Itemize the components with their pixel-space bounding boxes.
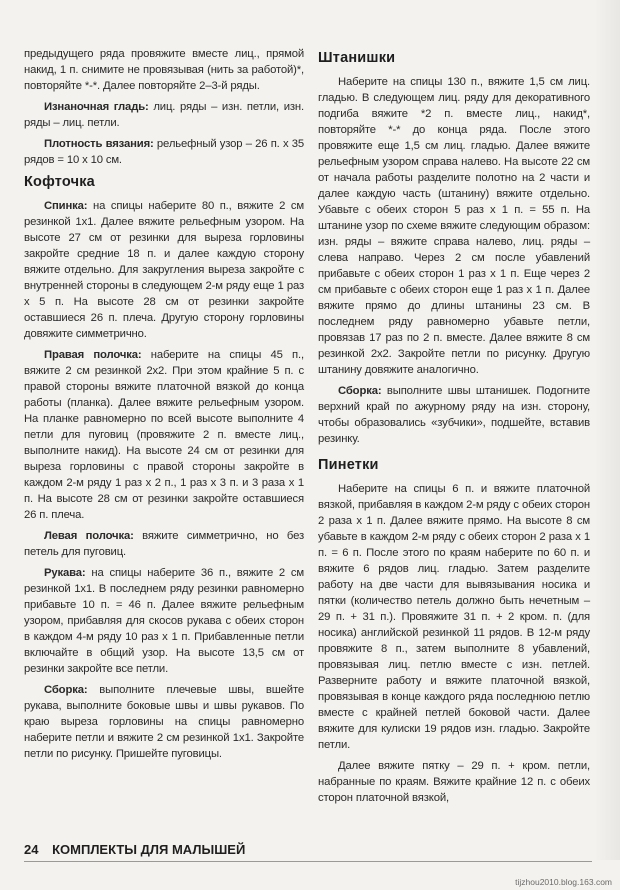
intro-paragraph: предыдущего ряда провяжите вместе лиц., прямой накид, 1 п. снимите не провязывая (нить за работой)*, повторяйте *-*. Далее повторяйте 2–3-й ряды. [24,48,304,92]
page-footer [24,842,245,857]
gauge-paragraph [24,136,304,168]
back-paragraph [24,198,304,342]
right-front-text: наберите на спицы 45 п., вяжите 2 см резинкой 2х2. При этом крайние 5 п. с правой стороны вяжите платочной вязкой до конца работы (планка). Далее вяжите рельефным узором. На планке равномерно по всей высоте выполните 4 петли для пуговиц (провяжите 2 п. вместе лиц., выполните накид). На высоте 24 см от резинки для выреза горловины с правой стороны закройте в каждом 2-м ряду 1 раз х 2 п., 1 раз х 3 п. и 3 раза х 1 п. На высоте 28 см от резинки закройте оставшиеся 26 п. плеча. [24,349,304,521]
booties-heading: Пинетки [318,457,379,473]
left-front-text: вяжите симметрично, но без петель для пуговиц. [24,530,304,558]
gauge-text: рельефный узор – 26 п. х 35 рядов = 10 х 10 см. [24,138,304,166]
right-column [318,44,590,811]
purl-stitch-text: лиц. ряды – изн. петли, изн. ряды – лиц. петли. [24,101,304,129]
booties-paragraph-2: Далее вяжите пятку – 29 п. + кром. петли, набранные по краям. Вяжите крайние 12 п. с обеих сторон платочной вязкой, [318,760,590,804]
left-front-paragraph [24,528,304,560]
purl-stitch-label: Изнаночная гладь: [44,101,149,113]
booties-paragraph-1: Наберите на спицы 6 п. и вяжите платочной вязкой, прибавляя в каждом 2-м ряду с обеих сторон 2 раза х 1 п. Далее вяжите прямо. На высоте 8 см убавьте в каждом 2-м ряду с обеих сторон 2 раза х 1 п. = 6 п. После этого по краям наберите по 60 п. и вяжите 6 рядов лиц. гладью. Затем разделите работу на две части для вывязывания носика и пятки (количество петель должно быть нечетным – 29 п. + 31 п.). Провяжите 31 п. + 2 кром. п. (для носика) английской резинкой 11 рядов. В 12-м ряду провяжите 8 п., затем выполните 8 убавлений, провязывая лиц. петлю вместе с изн. петлей. Разверните работу и вяжите платочной вязкой, провязывая в конце каждого ряда последнюю петлю вместе с крайней петлей боковой части. Далее вяжите для кулиски 19 рядов изн. гладью. Закройте петли. [318,483,590,751]
sleeve-text: на спицы наберите 36 п., вяжите 2 см резинкой 1х1. В последнем ряду резинки равномерно прибавьте 10 п. = 46 п. Далее вяжите рельефным узором, прибавляя для скосов рукава с обеих сторон в каждом 4-м ряду 10 раз х 1 п. Прибавленные петли включайте в общий узор. На высоте 13,5 см от резинки закройте все петли. [24,567,304,675]
assembly-label: Сборка: [44,684,88,696]
pants-paragraph: Наберите на спицы 130 п., вяжите 1,5 см лиц. гладью. В следующем лиц. ряду для декоративного подгиба вяжите *2 п. вместе лиц., накид*, повторяйте *-* до конца ряда. После этого провяжите еще 1,5 см лиц. гладью. Далее вяжите рельефным узором справа налево. На высоте 22 см от начала работы разделите полотно на 2 части и далее каждую часть (штанину) вяжите отдельно. Убавьте с обеих сторон 5 раз х 1 п. = 55 п. На штанине узор по схеме вяжите следующим образом: изн. ряды – вяжите справа налево, лиц. ряды – слева направо. Через 2 см после убавлений прибавьте с обеих сторон 1 раз х 1 п. Еще через 2 см прибавьте с обеих сторон еще 1 раз х 1 п. Далее вяжите прямо до длины штанины 23 см. В последнем ряду равномерно убавьте петли, провязав 17 раз по 2 п. вместе. Далее вяжите 8 см резинкой 2х2. Закройте петли по рисунку. Другую штанину довяжите аналогично. [318,76,590,376]
left-front-label: Левая полочка: [44,530,134,542]
right-front-paragraph [24,347,304,523]
gauge-label: Плотность вязания: [44,138,154,150]
back-text: на спицы наберите 80 п., вяжите 2 см резинкой 1х1. Далее вяжите рельефным узором. На высоте 27 см от резинки для выреза горловины закройте средние 18 п. и далее каждую сторону вяжите отдельно. Для закругления выреза закройте с внутренней стороны в следующем 2-м ряду еще 1 раз х 5 п. На высоте 28 см от резинки закройте оставшиеся 26 п. плеча. Другую сторону горловины довяжите симметрично. [24,200,304,340]
left-column [24,46,304,767]
page-number: 24 [24,842,39,857]
sleeve-paragraph [24,565,304,677]
pants-assembly-paragraph [318,383,590,447]
right-front-label: Правая полочка: [44,349,142,361]
assembly-paragraph [24,682,304,762]
blog-watermark: tijzhou2010.blog.163.com [515,877,612,887]
pants-assembly-label: Сборка: [338,385,382,397]
section-title: КОМПЛЕКТЫ ДЛЯ МАЛЫШЕЙ [52,842,246,857]
jacket-heading: Кофточка [24,174,95,190]
sleeve-label: Рукава: [44,567,86,579]
pants-assembly-text: выполните швы штанишек. Подогните верхний край по ажурному ряду на изн. сторону, чтобы образовались «зубчики», подшейте, вставив резинку. [318,385,590,445]
back-label: Спинка: [44,200,88,212]
purl-stitch-paragraph [24,99,304,131]
pants-heading: Штанишки [318,50,396,66]
assembly-text: выполните плечевые швы, вшейте рукава, выполните боковые швы и швы рукавов. По краю выреза горловины на спицы равномерно наберите петли и вяжите 2 см резинкой 1х1. Закройте петли по рисунку. Пришейте пуговицы. [24,684,304,760]
footer-divider [24,861,592,862]
page-edge-shade [594,0,620,860]
